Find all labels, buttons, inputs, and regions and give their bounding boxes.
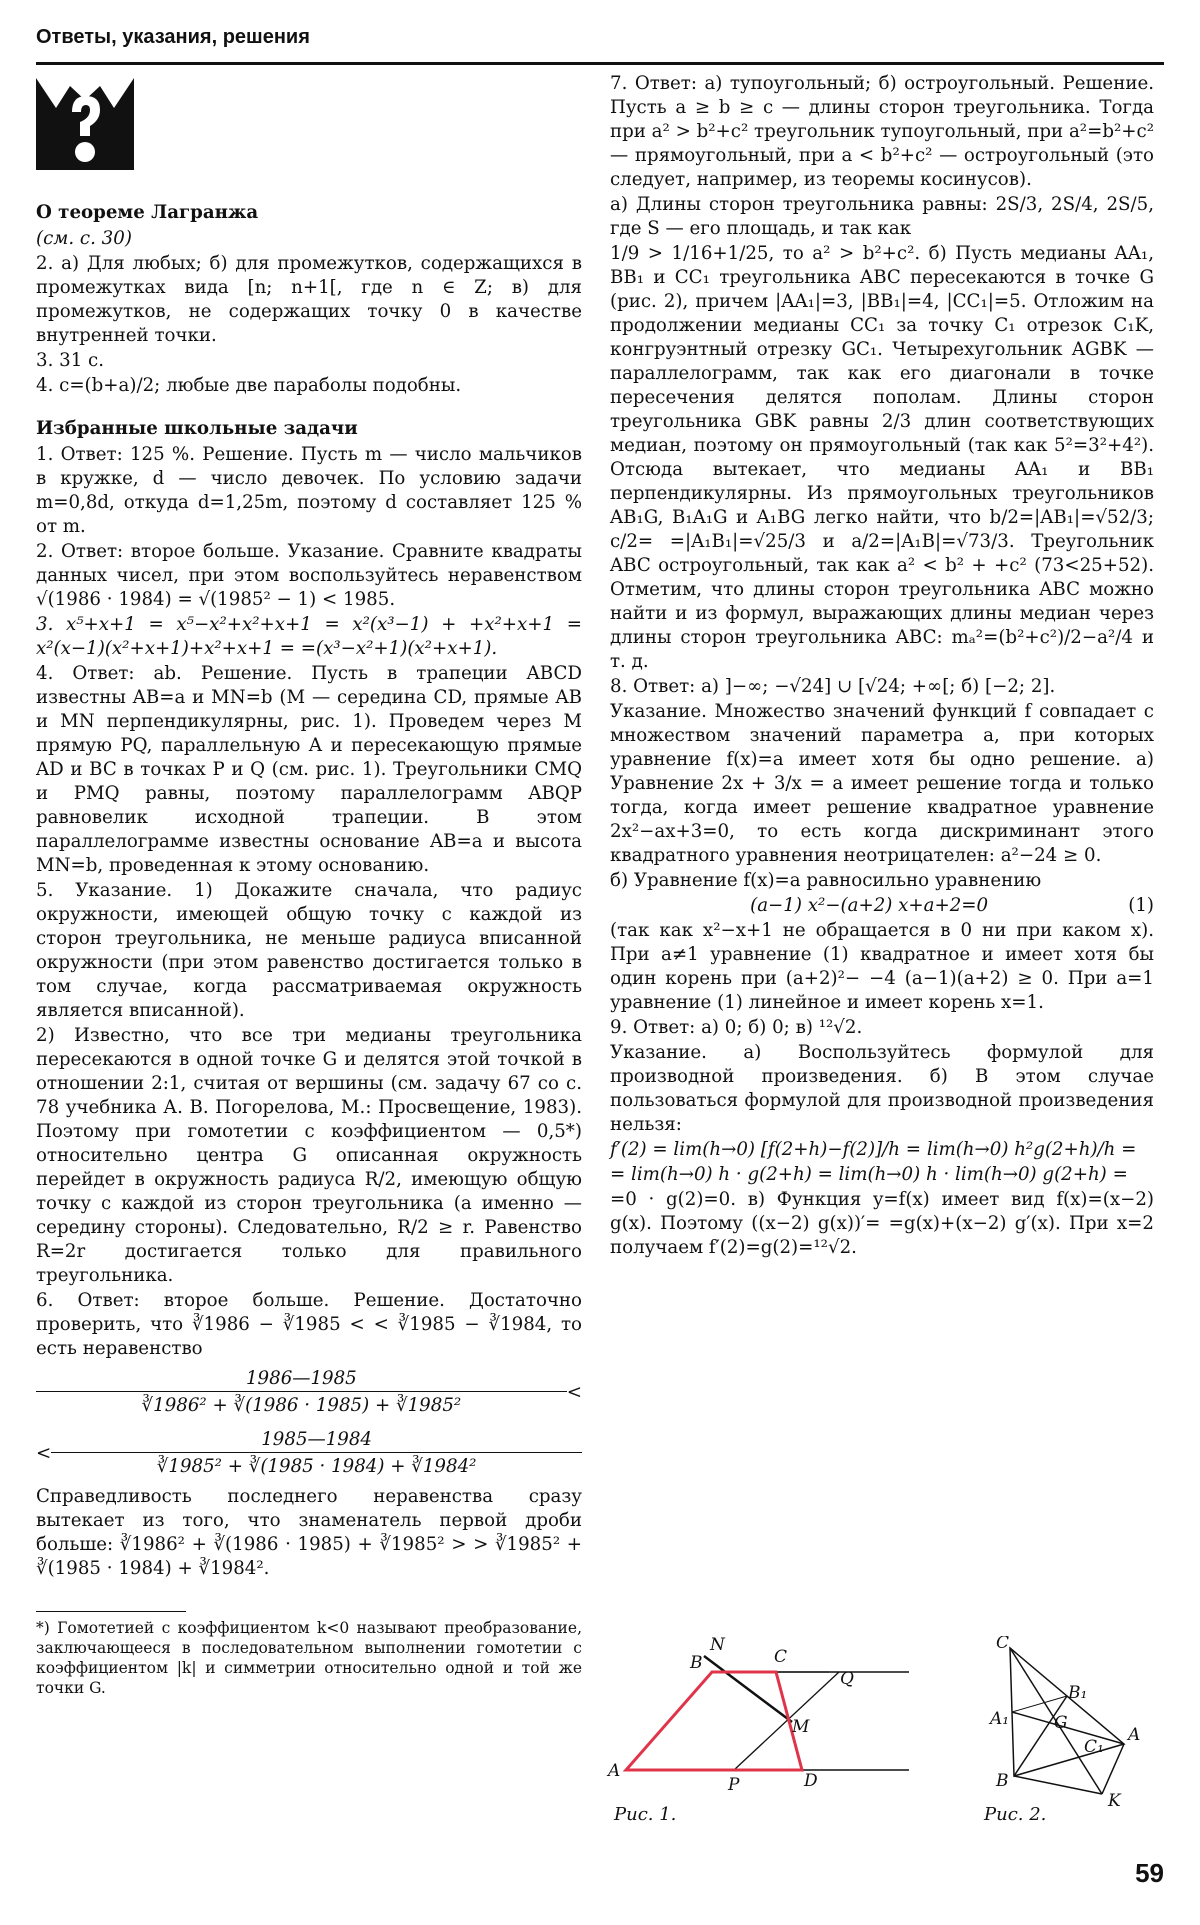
derivative-equation: f′(2) = lim(h→0) [f(2+h)−f(2)]/h = lim(h→0) h²g(2+h)/h = <box>610 1139 1137 1160</box>
fraction-denominator: ∛1986² + ∛(1986 · 1985) + ∛1985² <box>36 1391 567 1418</box>
fraction-numerator: 1986—1985 <box>245 1368 357 1389</box>
section-reference: (см. с. 30) <box>36 228 132 249</box>
fig2-label-c1: C₁ <box>1084 1737 1104 1757</box>
solution-paragraph: 3. x⁵+x+1 = x⁵−x²+x²+x+1 = x²(x³−1) + +x²+x+1 = x²(x−1)(x²+x+1)+x²+x+1 = =(x³−x²+1)(x²+x+1). <box>36 614 582 659</box>
solution-paragraph: 9. Ответ: а) 0; б) 0; в) ¹²√2. <box>610 1017 863 1038</box>
solution-paragraph: 1/9 > 1/16+1/25, то a² > b²+c². б) Пусть медианы AA₁, BB₁ и CC₁ треугольника ABC пересекаются в точке G (рис. 2), причем |AA₁|=3, |BB₁|=4, |CC₁|=5. Отложим на продолжении медианы CC₁ за точку C₁ отрезок C₁K, конгруэнтный отрезку GC₁. Четырехугольник AGBK — параллелограмм, так как его диагонали в точке пересечения делятся пополам. Длины сторон треугольника GBK равны 2/3 длин соответствующих медиан, поэтому он прямоугольный (так как 5²=3²+4²). Отсюда вытекает, что медианы AA₁ и BB₁ перпендикулярны. Из прямоугольных треугольников AB₁G, B₁A₁G и A₁BG легко найти, что b/2=|AB₁|=√52/3; c/2= =|A₁B₁|=√25/3 и a/2=|A₁B|=√73/3. Треугольник ABC остроугольный, так как a² < b² + +c² (73<25+52). Отметим, что длины сторон треугольника ABC можно найти и из формул, выражающих длины медиан через длины сторон треугольника ABC: mₐ²=(b²+c²)/2−a²/4 и т. д. <box>610 243 1154 672</box>
fig1-label-m: M <box>792 1717 810 1737</box>
less-than-sign: < <box>566 1381 582 1403</box>
solution-paragraph: Справедливость последнего неравенства сразу вытекает из того, что знаменатель первой дроби больше: ∛1986² + ∛(1986 · 1985) + ∛1985² > > ∛1985² + ∛(1985 · 1984) + ∛1984². <box>36 1486 582 1579</box>
solution-paragraph: а) Длины сторон треугольника равны: 2S/3, 2S/4, 2S/5, где S — его площадь, и так как <box>610 194 1154 239</box>
equation-body: (a−1) x²−(a+2) x+a+2=0 <box>750 895 989 916</box>
header-title: Ответы, указания, решения <box>36 26 310 48</box>
fig2-label-c: C <box>996 1636 1010 1653</box>
figure-2-caption: Рис. 2. <box>984 1804 1047 1825</box>
inequality-fraction-2 <box>36 1424 582 1483</box>
fig1-label-c: C <box>774 1647 788 1667</box>
figures-area <box>604 1636 1164 1836</box>
solution-paragraph: 8. Ответ: а) ]−∞; −√24] ∪ [√24; +∞[; б) [−2; 2]. <box>610 676 1056 697</box>
fig2-label-b1: B₁ <box>1068 1683 1088 1703</box>
solution-paragraph: =0 · g(2)=0. в) Функция y=f(x) имеет вид f(x)=(x−2) g(x). Поэтому ((x−2) g(x))′= =g(x)+(x−2) g′(x). При x=2 получаем f′(2)=g(2)=¹²√2. <box>610 1189 1154 1258</box>
fig2-label-a1: A₁ <box>990 1709 1010 1729</box>
fig2-label-b: B <box>996 1771 1009 1791</box>
fig2-label-a: A <box>1128 1725 1141 1745</box>
page-number: 59 <box>1135 1858 1164 1888</box>
fraction-numerator: 1985—1984 <box>261 1429 372 1450</box>
solution-paragraph: Указание. а) Воспользуйтесь формулой для производной произведения. б) В этом случае пользоваться формулой для производной произведения нельзя: <box>610 1042 1154 1135</box>
equation-number: (1) <box>1128 895 1154 916</box>
solution-paragraph: 5. Указание. 1) Докажите сначала, что радиус окружности, имеющей общую точку с каждой из сторон треугольника, не меньше радиуса вписанной окружности (при этом равенство достигается только в том случае, когда рассматриваемая окружность является вписанной). <box>36 880 582 1021</box>
trapezoid-abcd <box>626 1672 802 1770</box>
right-column <box>610 72 1154 1261</box>
fig1-label-d: D <box>804 1771 818 1791</box>
fig1-label-b: B <box>690 1653 703 1673</box>
fig1-label-p: P <box>728 1775 740 1795</box>
footnote: *) Гомотетией с коэффициентом k<0 называют преобразование, заключающееся в последовательном выполнении гомотетии с коэффициентом |k| и симметрии относительно одной и той же точки G. <box>36 1619 582 1697</box>
less-than-sign: < <box>36 1442 52 1464</box>
answer-item: 4. c=(b+a)/2; любые две параболы подобны. <box>36 375 462 396</box>
fig1-label-a: A <box>608 1761 621 1781</box>
section-title-lagrange: О теореме Лагранжа <box>36 202 259 223</box>
answer-item: 2. а) Для любых; б) для промежутков, содержащихся в промежутках вида [n; n+1[, где n ∈ Z; в) для промежутков, не содержащих точку 0 в качестве внутренней точки. <box>36 253 582 346</box>
footnote-divider <box>36 1611 186 1612</box>
fraction-denominator: ∛1985² + ∛(1985 · 1984) + ∛1984² <box>51 1452 582 1479</box>
solution-paragraph: 6. Ответ: второе больше. Решение. Достаточно проверить, что ∛1986 − ∛1985 < < ∛1985 − ∛1984, то есть неравенство <box>36 1290 582 1359</box>
inequality-fraction-1 <box>36 1363 582 1422</box>
left-column <box>36 72 582 1699</box>
answer-item: 3. 31 с. <box>36 350 105 371</box>
solution-paragraph: 1. Ответ: 125 %. Решение. Пусть m — число мальчиков в кружке, d — число девочек. По условию задачи m=0,8d, откуда d=1,25m, поэтому d составляет 125 % от m. <box>36 444 582 537</box>
fig1-label-n: N <box>710 1636 725 1655</box>
page-header <box>36 22 1164 65</box>
figure-2-triangle-medians <box>984 1636 1154 1811</box>
fig1-label-q: Q <box>840 1669 854 1689</box>
fig2-label-k: K <box>1108 1791 1121 1811</box>
fig2-label-g: G <box>1054 1713 1068 1733</box>
solution-paragraph: Указание. Множество значений функций f совпадает с множеством значений параметра a, при которых уравнение f(x)=a имеет хотя бы одно решение. а) Уравнение 2x + 3/x = a имеет решение тогда и только тогда, когда имеет решение квадратное уравнение 2x²−ax+3=0, то есть когда дискриминант этого квадратного уравнения неотрицателен: a²−24 ≥ 0. <box>610 701 1154 866</box>
figure-1-caption: Рис. 1. <box>614 1804 677 1825</box>
section-title-school-problems: Избранные школьные задачи <box>36 418 358 439</box>
figure-1-trapezoid <box>604 1636 934 1801</box>
equation-1 <box>610 894 1154 918</box>
solution-paragraph: (так как x²−x+1 не обращается в 0 ни при каком x). При a≠1 уравнение (1) квадратное и имеет хотя бы один корень при (a+2)²− −4 (a−1)(a+2) ≥ 0. При a=1 уравнение (1) линейное и имеет корень x=1. <box>610 920 1154 1013</box>
question-mark-logo-icon <box>36 78 134 170</box>
solution-paragraph: 4. Ответ: ab. Решение. Пусть в трапеции ABCD известны AB=a и MN=b (M — середина CD, прямые AB и MN перпендикулярны, рис. 1). Проведем через M прямую PQ, параллельную A и пересекающую прямые AD и BC в точках P и Q (см. рис. 1). Треугольники CMQ и PMQ равны, поэтому параллелограмм ABQP равновелик исходной трапеции. В этом параллелограмме известны основание AB=a и высота MN=b, проведенная к этому основанию. <box>36 663 582 876</box>
solution-paragraph: 2) Известно, что все три медианы треугольника пересекаются в одной точке G и делятся этой точкой в отношении 2:1, считая от вершины (см. задачу 67 со с. 78 учебника А. В. Погорелова, М.: Просвещение, 1983). Поэтому при гомотетии с коэффициентом — 0,5*) относительно центра G описанная окружность перейдет в окружность радиуса R/2, имеющую общую точку с каждой из сторон треугольника (а именно — середину стороны). Следовательно, R/2 ≥ r. Равенство R=2r достигается только для правильного треугольника. <box>36 1025 582 1286</box>
solution-paragraph: 2. Ответ: второе больше. Указание. Сравните квадраты данных чисел, при этом воспользуйтесь неравенством √(1986 · 1984) = √(1985² − 1) < 1985. <box>36 541 582 610</box>
solution-paragraph: б) Уравнение f(x)=a равносильно уравнению <box>610 870 1042 891</box>
derivative-equation: = lim(h→0) h · g(2+h) = lim(h→0) h · lim(h→0) g(2+h) = <box>610 1164 1128 1185</box>
solution-paragraph: 7. Ответ: а) тупоугольный; б) остроугольный. Решение. Пусть a ≥ b ≥ c — длины сторон треугольника. Тогда при a² > b²+c² треугольник тупоугольный, при a²=b²+c² — прямоугольный, при a < b²+c² — остроугольный (это следует, например, из теоремы косинусов). <box>610 73 1154 190</box>
